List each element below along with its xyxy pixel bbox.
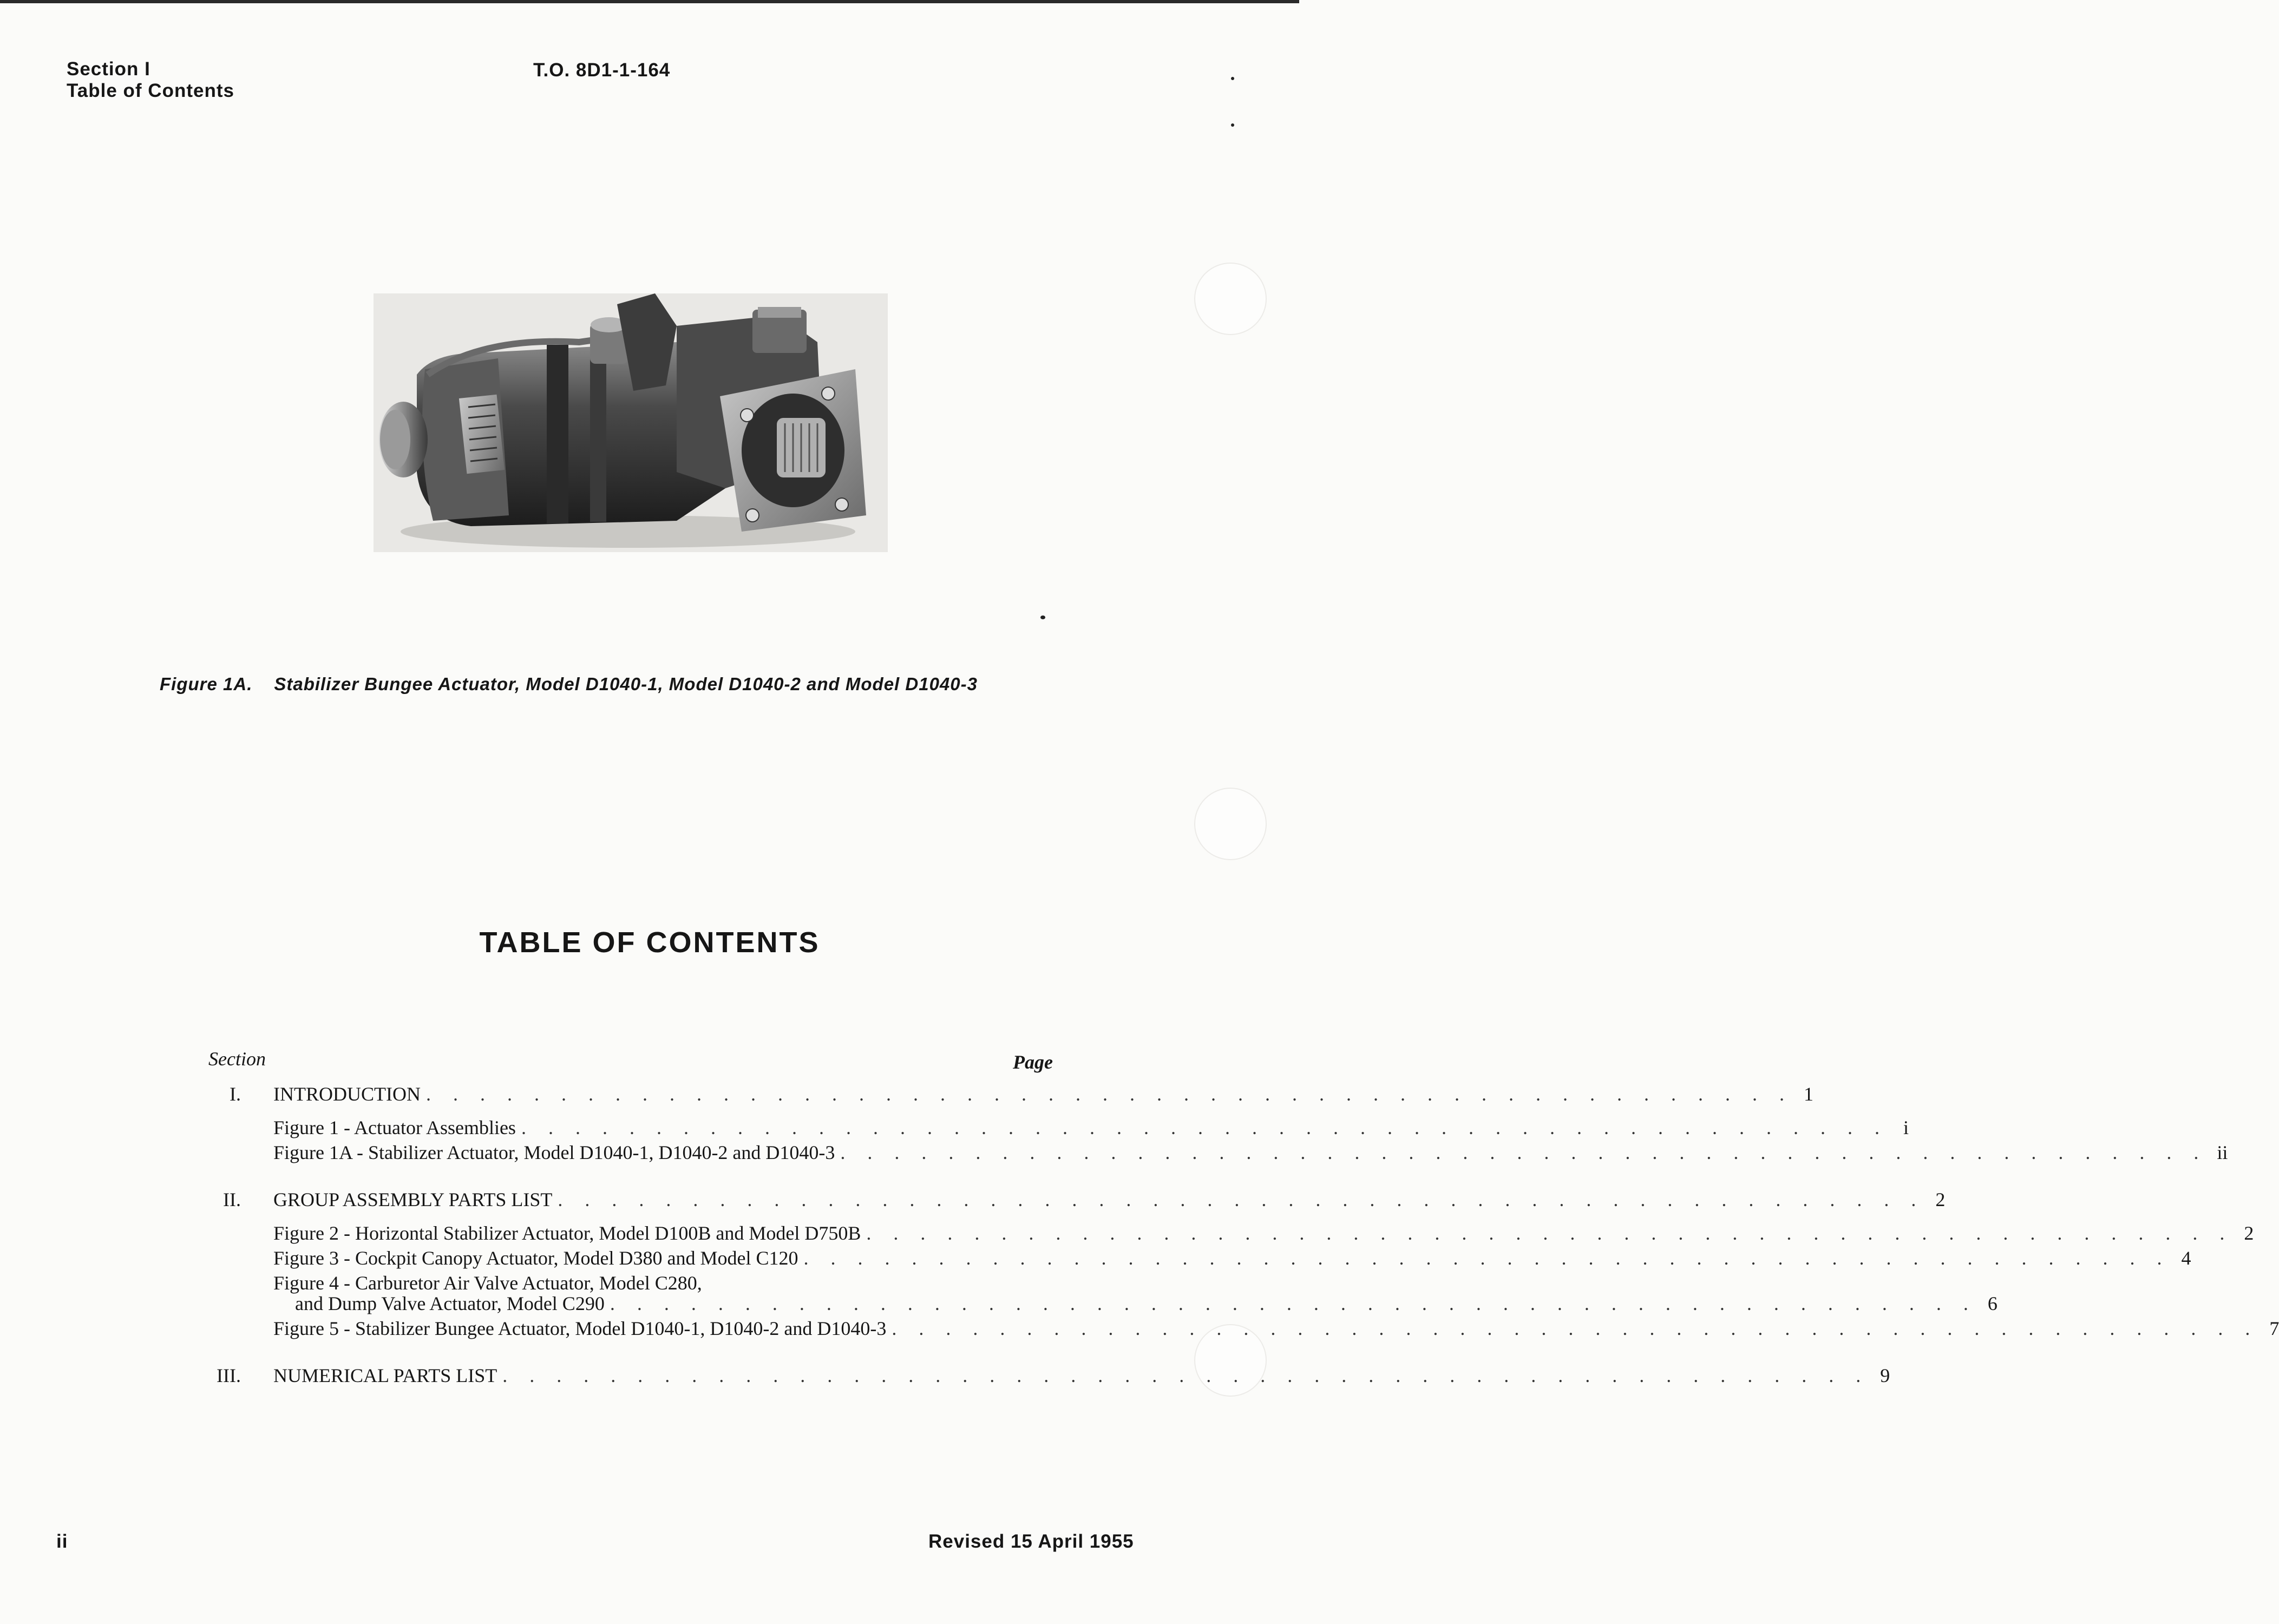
revision-date: Revised 15 April 1955 — [928, 1531, 1134, 1552]
toc-roman: III. — [217, 1365, 241, 1386]
toc-title: TABLE OF CONTENTS — [479, 926, 820, 959]
toc-entry-text: INTRODUCTION — [273, 1083, 421, 1105]
toc-entry[interactable] — [273, 1364, 1890, 1387]
toc-entry-page: 4 — [2181, 1247, 2191, 1269]
top-rule — [0, 0, 1299, 3]
toc-entry-text: NUMERICAL PARTS LIST — [273, 1365, 497, 1386]
dot-leader: . . . . . . . . . . . . . . . . . . . . . . . . . . . . . . . . . . . . . . . . . . . . . . . . . . . — [610, 1293, 1977, 1314]
toc-entry-text: GROUP ASSEMBLY PARTS LIST — [273, 1189, 553, 1210]
punch-hole — [1194, 263, 1267, 335]
toc-entry-page: i — [1903, 1117, 1909, 1138]
toc-section-header: Section — [208, 1048, 266, 1070]
actuator-illustration — [374, 293, 888, 552]
margin-dot — [1231, 123, 1234, 127]
toc-entry[interactable] — [273, 1188, 1946, 1211]
toc-entry-page: 2 — [1935, 1189, 1946, 1210]
toc-entry-text: and Dump Valve Actuator, Model C290 — [295, 1293, 605, 1314]
toc-entry-continuation[interactable] — [295, 1292, 1998, 1315]
toc-entry[interactable] — [273, 1141, 2228, 1164]
figure-caption-text: Stabilizer Bungee Actuator, Model D1040-1, Model D1040-2 and Model D1040-3 — [274, 674, 978, 694]
dot-leader: . . . . . . . . . . . . . . . . . . . . . . . . . . . . . . . . . . . . . . . . . . . . . . . . . . . — [866, 1222, 2234, 1244]
toc-roman: I. — [230, 1083, 241, 1105]
section-header — [67, 58, 234, 102]
toc-entry-text: Figure 3 - Cockpit Canopy Actuator, Model D380 and Model C120 — [273, 1247, 798, 1269]
toc-roman: II. — [223, 1189, 241, 1210]
toc-entry-page: ii — [2217, 1142, 2228, 1163]
toc-entry-page: 9 — [1880, 1365, 1890, 1386]
toc-entry[interactable] — [273, 1247, 2191, 1269]
section-subtitle: Table of Contents — [67, 80, 234, 101]
toc-entry-text: Figure 1 - Actuator Assemblies — [273, 1117, 516, 1138]
punch-hole — [1194, 788, 1267, 860]
toc-entry-page: 1 — [1803, 1083, 1813, 1105]
toc-column-headers — [208, 1047, 1053, 1080]
toc-entry-text: Figure 5 - Stabilizer Bungee Actuator, Model D1040-1, D1040-2 and D1040-3 — [273, 1318, 887, 1339]
toc-entry[interactable] — [273, 1272, 1053, 1294]
toc-list — [208, 1047, 2279, 1386]
figure-caption-label: Figure 1A. — [160, 674, 253, 694]
dot-leader: . . . . . . . . . . . . . . . . . . . . . . . . . . . . . . . . . . . . . . . . . . . . . . . . . . . — [558, 1189, 1925, 1210]
dot-leader: . . . . . . . . . . . . . . . . . . . . . . . . . . . . . . . . . . . . . . . . . . . . . . . . . . . — [502, 1365, 1870, 1386]
dot-leader: . . . . . . . . . . . . . . . . . . . . . . . . . . . . . . . . . . . . . . . . . . . . . . . . . . . — [425, 1083, 1793, 1105]
dot-leader: . . . . . . . . . . . . . . . . . . . . . . . . . . . . . . . . . . . . . . . . . . . . . . . . . . . — [840, 1142, 2208, 1163]
toc-entry[interactable] — [273, 1317, 2279, 1340]
dot-leader: . . . . . . . . . . . . . . . . . . . . . . . . . . . . . . . . . . . . . . . . . . . . . . . . . . . — [892, 1318, 2259, 1339]
dot-leader: . . . . . . . . . . . . . . . . . . . . . . . . . . . . . . . . . . . . . . . . . . . . . . . . . . . — [803, 1247, 2171, 1269]
section-label: Section I — [67, 58, 150, 80]
toc-entry-text: Figure 2 - Horizontal Stabilizer Actuator, Model D100B and Model D750B — [273, 1222, 861, 1244]
actuator-photo — [374, 293, 888, 552]
toc-entry[interactable] — [273, 1083, 1813, 1105]
toc-entry[interactable] — [273, 1222, 2254, 1245]
toc-entry-text: Figure 1A - Stabilizer Actuator, Model D1040-1, D1040-2 and D1040-3 — [273, 1142, 835, 1163]
page-number: ii — [56, 1531, 68, 1552]
toc-entry-text: Figure 4 - Carburetor Air Valve Actuator, Model C280, — [273, 1272, 702, 1294]
dot-leader: . . . . . . . . . . . . . . . . . . . . . . . . . . . . . . . . . . . . . . . . . . . . . . . . . . . — [521, 1117, 1888, 1138]
toc-entry-page: 6 — [1987, 1293, 1998, 1314]
toc-entry[interactable] — [273, 1116, 1909, 1139]
margin-dot — [1040, 615, 1045, 619]
margin-dot — [1231, 77, 1234, 80]
toc-entry-page: 2 — [2244, 1222, 2254, 1244]
technical-order-number: T.O. 8D1-1-164 — [533, 60, 671, 81]
toc-page-header: Page — [1013, 1051, 1053, 1073]
figure-caption — [160, 674, 978, 695]
toc-entry-page: 7 — [2269, 1318, 2279, 1339]
